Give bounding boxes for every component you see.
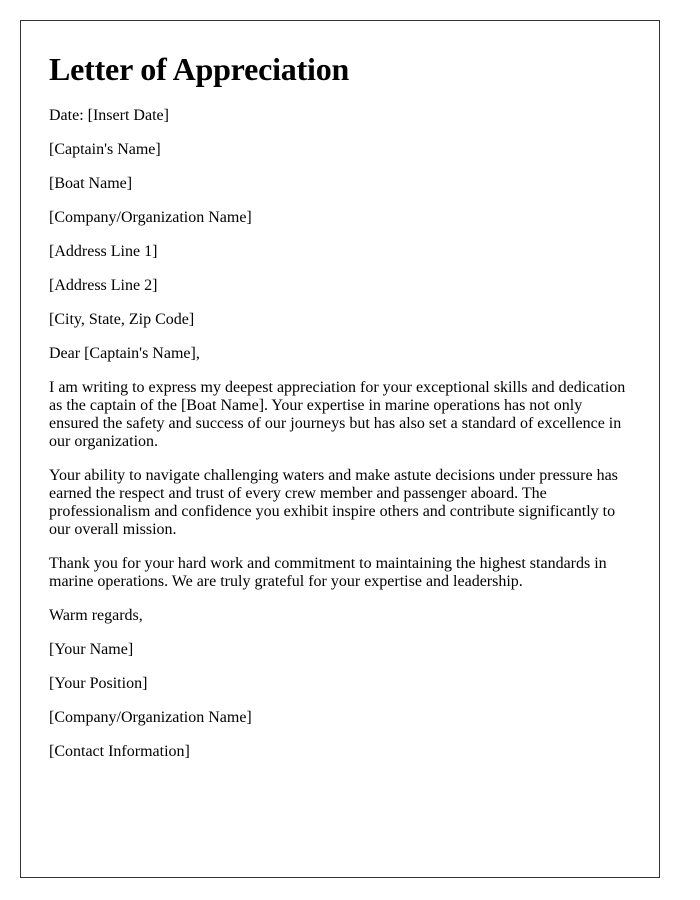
sender-company: [Company/Organization Name] — [49, 709, 252, 726]
recipient-address-line-2: [Address Line 2] — [49, 277, 158, 294]
body-paragraph: I am writing to express my deepest appreciation for your exceptional skills and dedication as the captain of the [Boat Name]. Your expertise in marine operations has not only ensured the safety and success of our journeys but has also set a standard of excellence in our organization. — [49, 379, 626, 450]
recipient-city-state-zip: [City, State, Zip Code] — [49, 311, 195, 328]
salutation: Dear [Captain's Name], — [49, 345, 200, 362]
body-paragraph: Your ability to navigate challenging waters and make astute decisions under pressure has earned the respect and trust of every crew member and passenger aboard. The professionalism and confidence you exhibit inspire others and contribute significantly to our overall mission. — [49, 467, 618, 538]
letter-content — [49, 49, 635, 761]
sender-contact: [Contact Information] — [49, 743, 190, 760]
sender-position: [Your Position] — [49, 675, 148, 692]
letter-title: Letter of Appreciation — [49, 51, 350, 87]
recipient-boat-name: [Boat Name] — [49, 175, 133, 192]
date-line: Date: [Insert Date] — [49, 107, 169, 124]
letter-page — [20, 20, 660, 878]
closing: Warm regards, — [49, 607, 143, 624]
recipient-captain-name: [Captain's Name] — [49, 141, 161, 158]
sender-name: [Your Name] — [49, 641, 134, 658]
recipient-company: [Company/Organization Name] — [49, 209, 252, 226]
recipient-address-line-1: [Address Line 1] — [49, 243, 158, 260]
body-paragraph: Thank you for your hard work and commitment to maintaining the highest standards in marine operations. We are truly grateful for your expertise and leadership. — [49, 555, 607, 590]
